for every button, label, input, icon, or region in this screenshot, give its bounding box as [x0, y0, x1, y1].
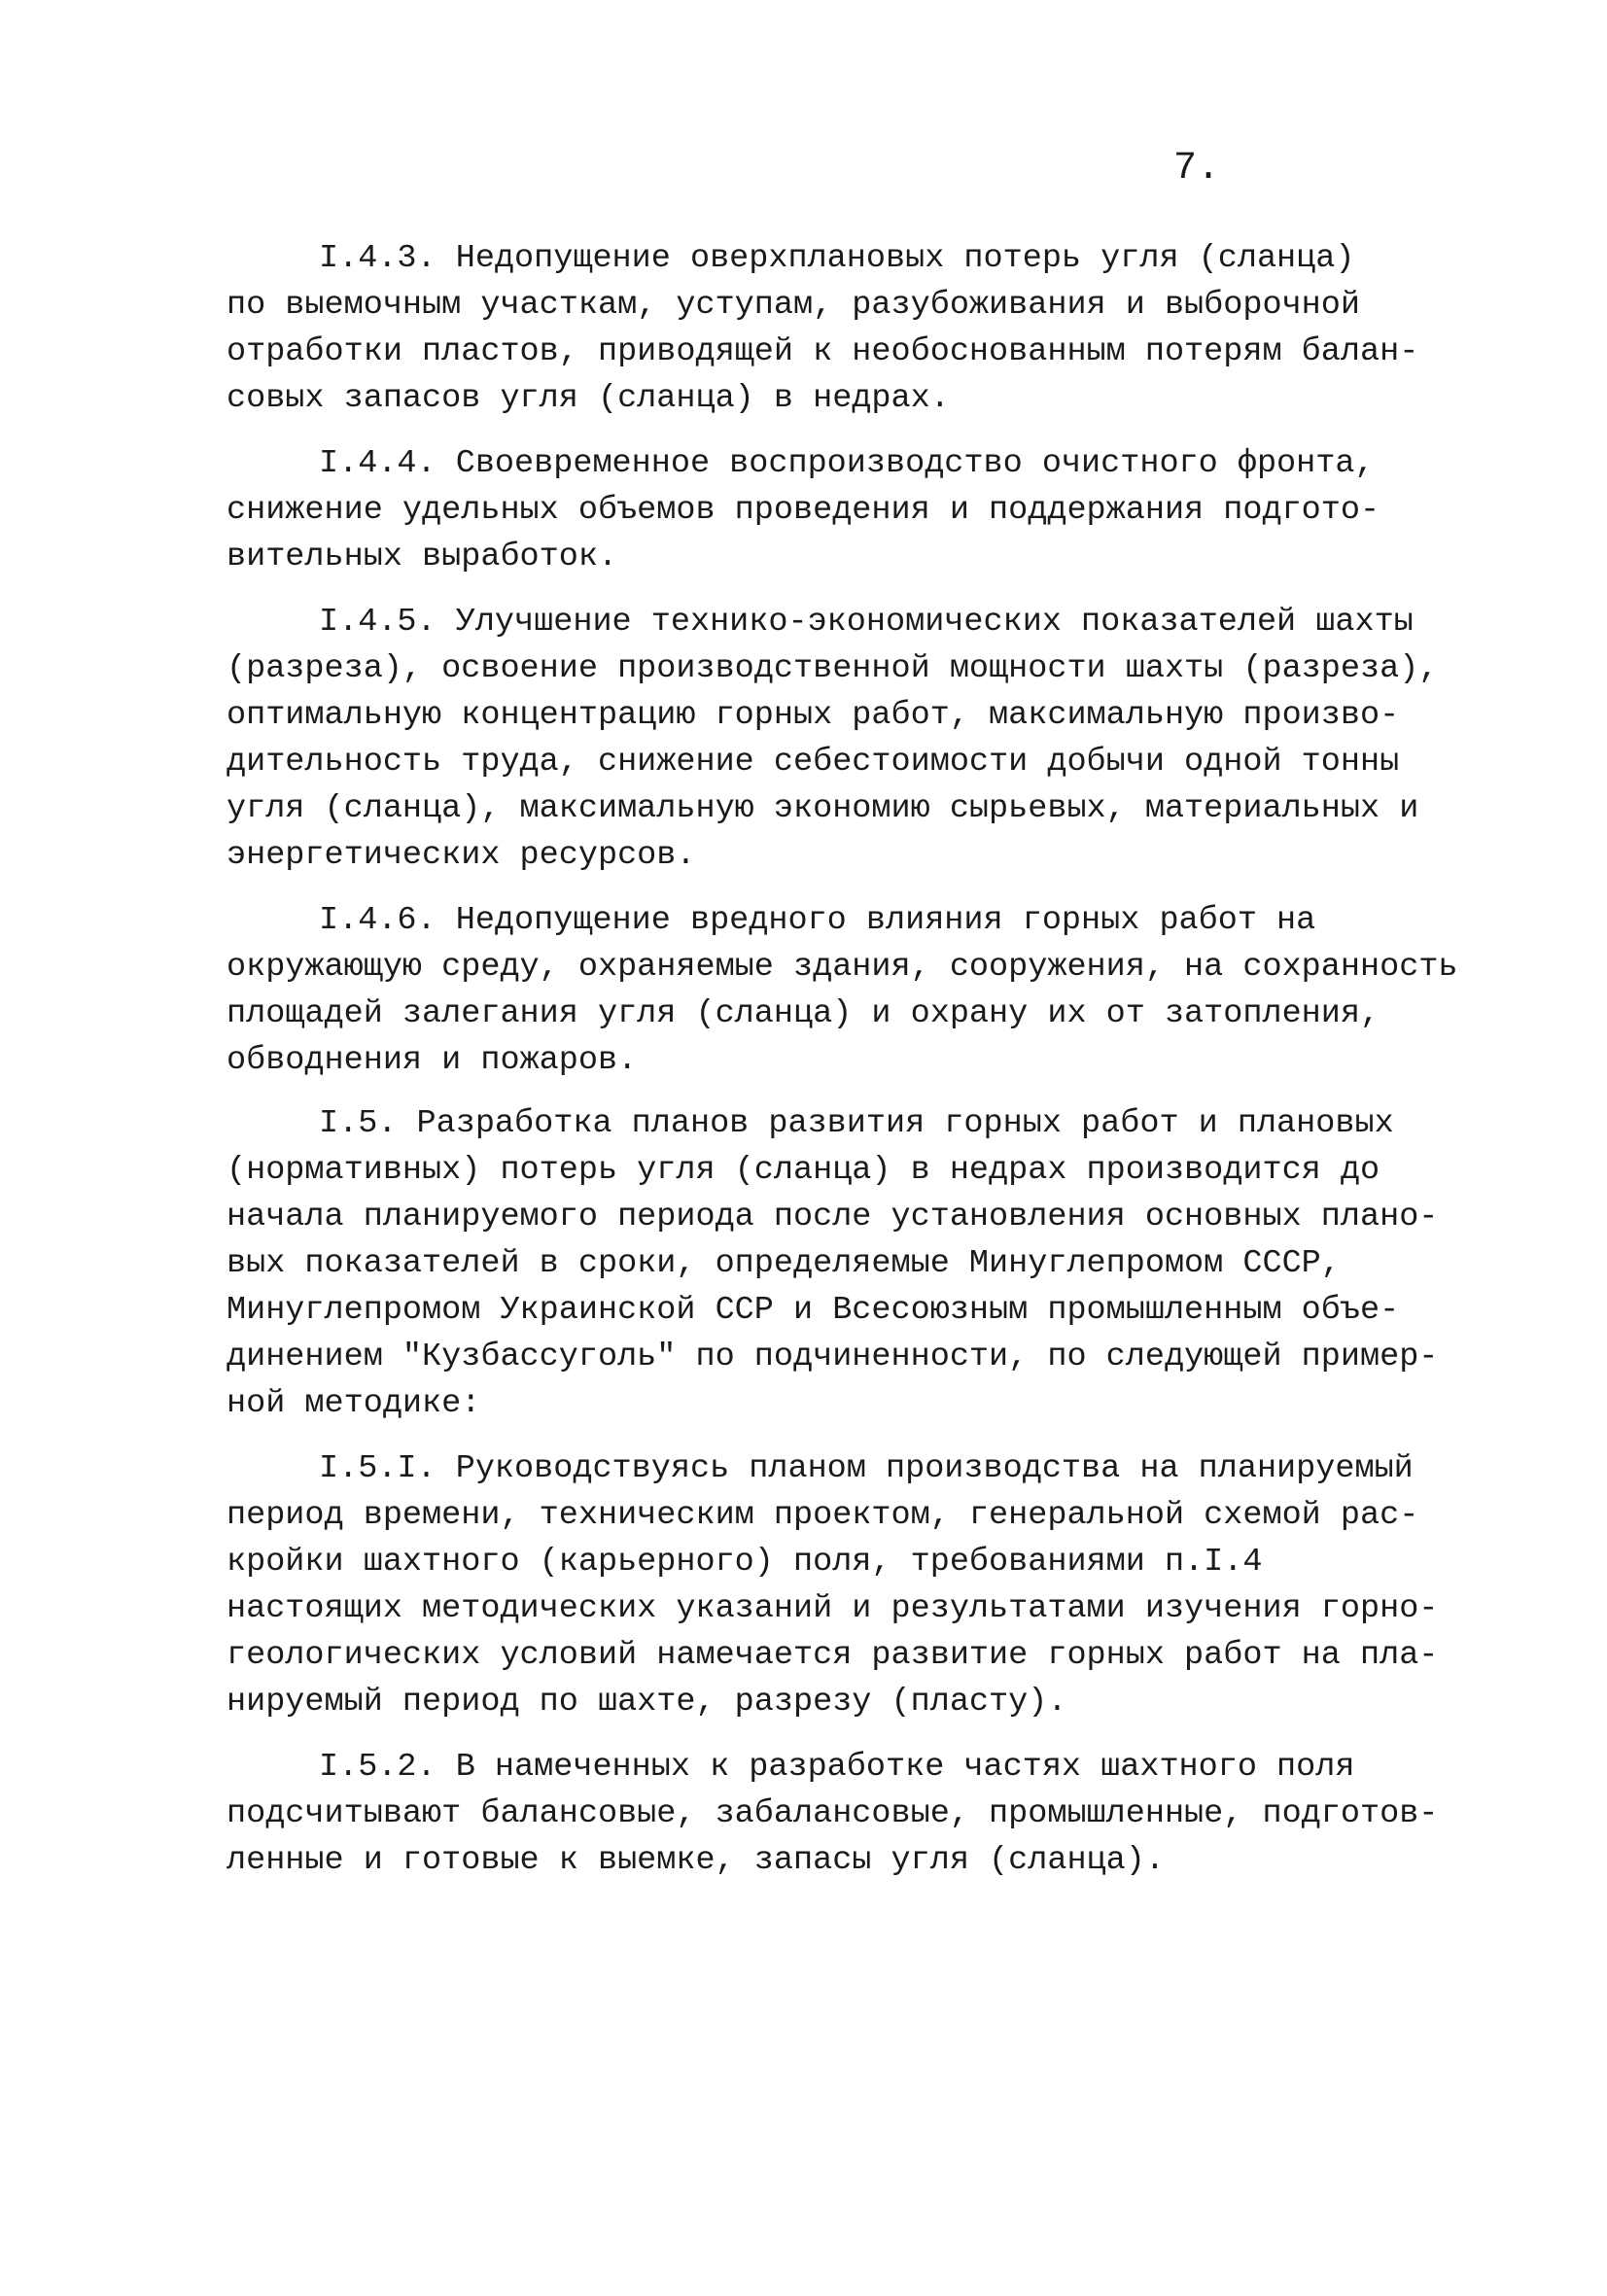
paragraph-line: вительных выработок.: [227, 539, 618, 575]
paragraph-line: I.4.6. Недопущение вредного влияния горных работ на: [319, 902, 1316, 939]
paragraph-line: угля (сланца), максимальную экономию сырьевых, материальных и: [227, 790, 1419, 827]
paragraph-line: период времени, техническим проектом, генеральной схемой рас-: [227, 1497, 1419, 1534]
paragraph-line: (нормативных) потерь угля (сланца) в недрах производится до: [227, 1152, 1380, 1189]
paragraph-line: начала планируемого периода после установления основных плано-: [227, 1199, 1439, 1235]
paragraph-line: (разреза), освоение производственной мощности шахты (разреза),: [227, 650, 1439, 687]
paragraph-line: оптимальную концентрацию горных работ, максимальную произво-: [227, 697, 1400, 734]
paragraph-line: совых запасов угля (сланца) в недрах.: [227, 380, 950, 417]
paragraph-line: Минуглепромом Украинской ССР и Всесоюзным промышленным объе-: [227, 1292, 1400, 1329]
paragraph-line: энергетических ресурсов.: [227, 837, 696, 874]
paragraph-line: подсчитывают балансовые, забалансовые, промышленные, подготов-: [227, 1795, 1439, 1832]
paragraph-line: нируемый период по шахте, разрезу (пласту).: [227, 1684, 1067, 1721]
paragraph-line: ной методике:: [227, 1385, 481, 1422]
paragraph-line: дительность труда, снижение себестоимости добычи одной тонны: [227, 744, 1400, 781]
paragraph-line: по выемочным участкам, уступам, разубоживания и выборочной: [227, 287, 1360, 324]
paragraph-line: обводнения и пожаров.: [227, 1042, 638, 1079]
paragraph-line: настоящих методических указаний и результатами изучения горно-: [227, 1590, 1439, 1627]
paragraph-line: площадей залегания угля (сланца) и охрану их от затопления,: [227, 995, 1380, 1032]
paragraph-line: I.5.2. В намеченных к разработке частях шахтного поля: [319, 1749, 1355, 1786]
paragraph-line: I.4.5. Улучшение технико-экономических показателей шахты: [319, 604, 1414, 641]
paragraph-line: I.5.I. Руководствуясь планом производства на планируемый: [319, 1450, 1414, 1487]
paragraph-line: снижение удельных объемов проведения и поддержания подгото-: [227, 492, 1380, 529]
paragraph-line: вых показателей в сроки, определяемые Минуглепромом СССР,: [227, 1245, 1341, 1282]
paragraph-line: I.5. Разработка планов развития горных работ и плановых: [319, 1105, 1394, 1142]
page-number: 7.: [1173, 147, 1221, 191]
paragraph-line: ленные и готовые к выемке, запасы угля (сланца).: [227, 1842, 1165, 1879]
paragraph-line: геологических условий намечается развитие горных работ на пла-: [227, 1637, 1439, 1674]
paragraph-line: динением "Кузбассуголь" по подчиненности, по следующей пример-: [227, 1339, 1439, 1375]
paragraph-line: I.4.3. Недопущение оверхплановых потерь угля (сланца): [319, 240, 1355, 277]
paragraph-line: I.4.4. Своевременное воспроизводство очистного фронта,: [319, 445, 1375, 482]
paragraph-line: окружающую среду, охраняемые здания, сооружения, на сохранность: [227, 949, 1458, 986]
paragraph-line: отработки пластов, приводящей к необоснованным потерям балан-: [227, 333, 1419, 370]
paragraph-line: кройки шахтного (карьерного) поля, требованиями п.I.4: [227, 1544, 1263, 1581]
